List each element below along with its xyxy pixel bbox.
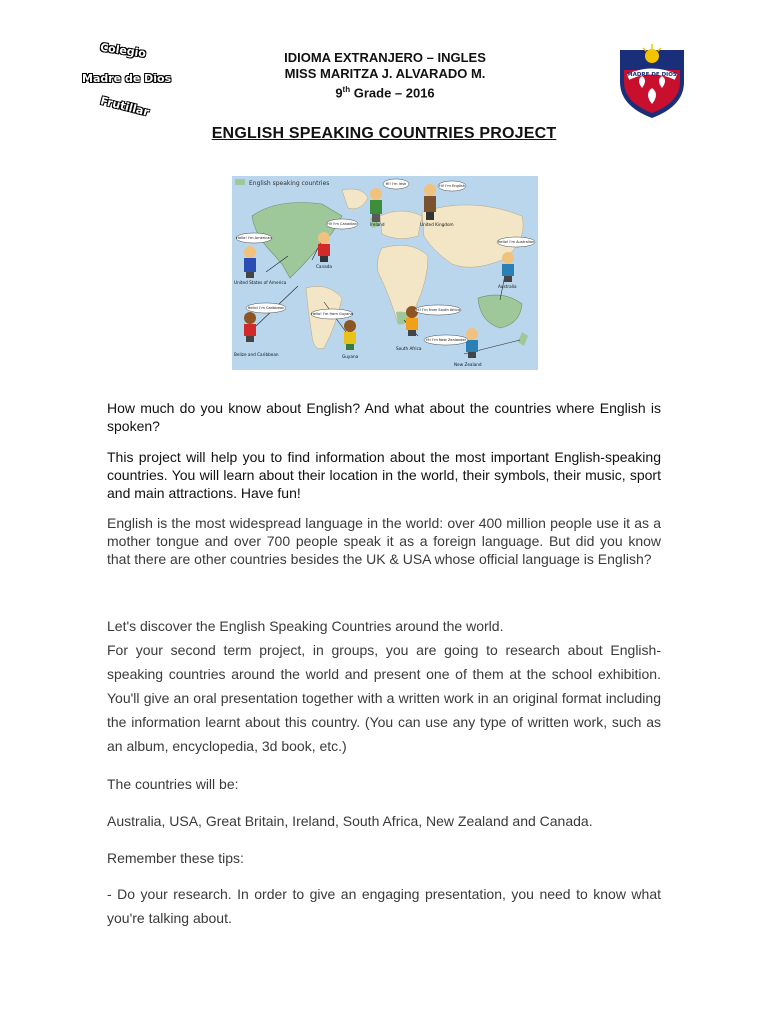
subject-line: IDIOMA EXTRANJERO – INGLES	[284, 50, 486, 65]
teacher-line: MISS MARITZA J. ALVARADO M.	[284, 66, 486, 81]
paragraph-countries-list: Australia, USA, Great Britain, Ireland, South Africa, New Zealand and Canada.	[107, 813, 593, 829]
label-australia: Australia	[498, 284, 517, 289]
paragraph-project-purpose: This project will help you to find information about the most important English-speaking countries. You will learn about their location in the world, their symbols, their music, sport and main attractions. Have fun!	[107, 449, 661, 501]
paragraph-english-facts: English is the most widespread language in the world: over 400 million people use it as a mother tongue and over 700 people speak it as a foreign language. But did you know that there are other countries besides the UK & USA whose official language is English?	[107, 515, 661, 567]
grade-ordinal: th	[342, 85, 351, 94]
bubble-uk: Hi! I'm English	[439, 184, 465, 189]
bubble-ireland: Hi! I'm Irish	[385, 182, 407, 187]
paragraph-discover: Let's discover the English Speaking Countries around the world.	[107, 618, 504, 634]
page-title: ENGLISH SPEAKING COUNTRIES PROJECT	[211, 125, 557, 142]
document-header	[240, 50, 530, 101]
school-name-line-2: Madre de Dios	[82, 72, 172, 85]
bubble-canada: Hi! I'm Canadian	[327, 222, 357, 227]
school-name-logo	[78, 40, 178, 120]
bubble-caribbean: Hello! I'm Caribbean	[247, 306, 285, 311]
grade-line	[240, 82, 530, 101]
label-uk: United Kingdom	[420, 222, 454, 227]
map-legend: English speaking countries	[249, 180, 330, 187]
grade-number: 9	[335, 85, 343, 101]
school-name-line-3: Frutillar	[99, 94, 151, 119]
school-crest-icon	[612, 40, 692, 120]
bubble-new-zealand: Hi! I'm New Zealander	[425, 338, 467, 343]
label-ireland: Ireland	[370, 222, 385, 227]
crest-motto: MADRE DE DIOS	[627, 72, 677, 78]
world-map-illustration	[232, 176, 538, 370]
paragraph-intro-question: How much do you know about English? And what about the countries where English is spoken?	[107, 400, 661, 434]
school-name-line-1: Colegio	[99, 40, 147, 61]
paragraph-countries-intro: The countries will be:	[107, 776, 239, 792]
bubble-south-africa: Hi! I'm from South Africa	[415, 308, 461, 313]
label-usa: United States of America	[234, 280, 287, 285]
bubble-australia: Hello! I'm Australian	[497, 240, 535, 245]
bubble-guyana: Hello! I'm from Guyana	[311, 312, 353, 317]
paragraph-tip-research: - Do your research. In order to give an engaging presentation, you need to know what you're talking about.	[107, 886, 661, 926]
label-guyana: Guyana	[342, 354, 359, 359]
paragraph-tips-heading: Remember these tips:	[107, 850, 244, 866]
label-caribbean: Belize and Caribbean	[234, 352, 279, 357]
label-canada: Canada	[316, 264, 332, 269]
bubble-usa: Hello! I'm American	[236, 236, 272, 241]
grade-year: Grade – 2016	[350, 85, 435, 101]
paragraph-project-instructions: For your second term project, in groups, you are going to research about English-speaking countries around the world and present one of them at the school exhibition. You'll give an oral presentation together with a written work in an original format including the information learnt about this country. (You can use any type of written work, such as an album, encyclopedia, 3d book, etc.)	[107, 642, 661, 754]
label-new-zealand: New Zealand	[454, 362, 482, 367]
label-south-africa: South Africa	[396, 346, 422, 351]
